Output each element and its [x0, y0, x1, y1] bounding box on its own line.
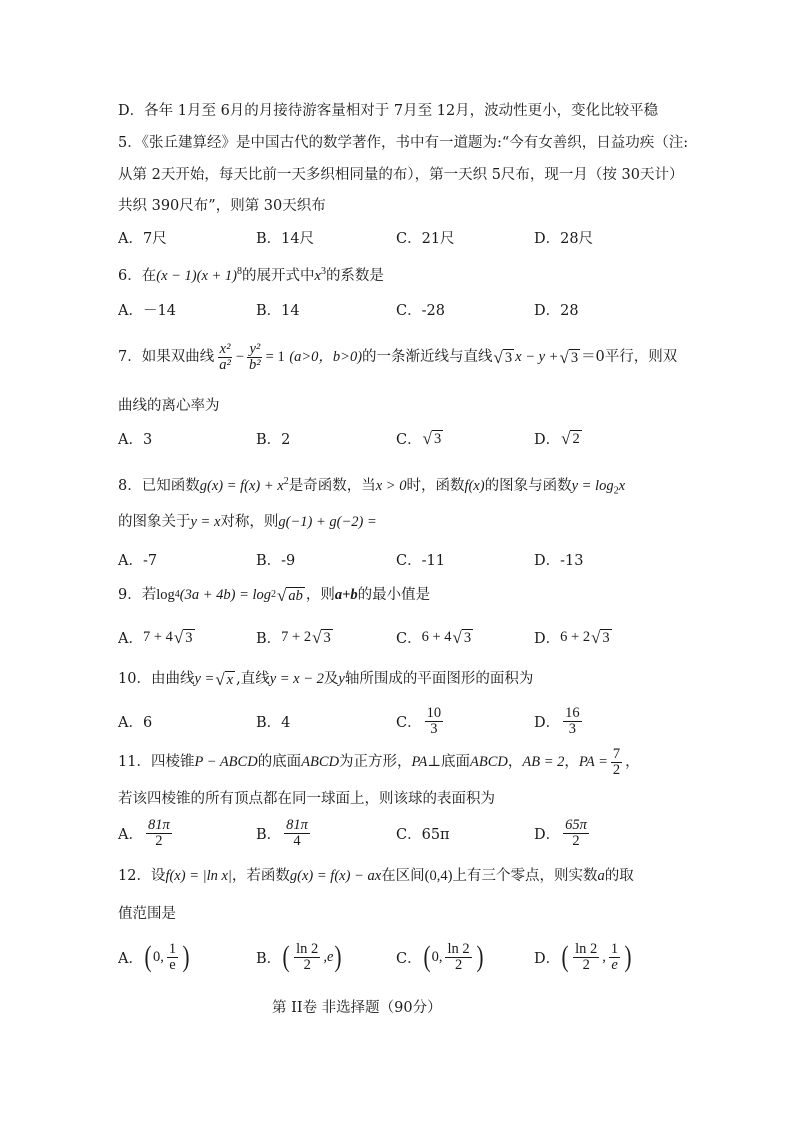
q7-line-2: 曲线的离心率为	[118, 398, 220, 414]
q6-option-c[interactable]: C．-28	[396, 302, 445, 319]
q9-option-b[interactable]: B． 7 + 2 √ 3	[256, 627, 331, 647]
q5-option-c[interactable]: C．21尺	[396, 230, 455, 247]
q11-options	[118, 816, 678, 856]
q4-option-d: D．各年 1月至 6月的月接待游客量相对于 7月至 12月，波动性更小，变化比较平稳	[118, 103, 659, 119]
q12-stem: 12．设f(x) = |ln x|，若函数g(x) = f(x) − ax在区间(0,4)上有三个零点，则实数a的取	[118, 868, 634, 884]
q8-line-2: 的图象关于y = x对称，则g(−1) + g(−2) =	[118, 514, 377, 530]
q5-option-b[interactable]: B．14尺	[256, 230, 315, 247]
q10-option-a[interactable]: A．6	[118, 714, 153, 731]
q5-line-2: 从第 2天开始，每天比前一天多织相同量的布），第一天织 5尺布，现一月（按 30天计）	[118, 167, 684, 183]
q11-line-2: 若该四棱锥的所有顶点都在同一球面上，则该球的表面积为	[118, 791, 495, 807]
q11-option-a[interactable]: A． $\frac{81\pi}{2}$	[118, 816, 170, 849]
q12-options	[118, 940, 678, 980]
q5-options	[118, 220, 678, 254]
q7-fraction-y: $\frac{\text{y²}}{\text{b²}}$	[249, 340, 261, 373]
q9-option-c[interactable]: C． 6 + 4 √ 3	[396, 627, 472, 647]
section-heading: 第 II卷 非选择题（90分）	[272, 1000, 442, 1016]
q5-option-a[interactable]: A．7尺	[118, 230, 167, 247]
q12-line-2: 值范围是	[118, 906, 176, 922]
q6-option-d[interactable]: D．28	[534, 302, 579, 319]
q10-stem: 10．由曲线 y = √ x ,直线 y = x − 2 及 y 轴所围成的平面图形的面积为	[118, 669, 534, 689]
q10-option-d[interactable]: D． $\frac{16}{3}$	[534, 704, 580, 737]
q5-option-d[interactable]: D．28尺	[534, 230, 594, 247]
q6-stem: 6．在$(x - 1)(x + 1)^8$的展开式中$x^3$的系数是	[118, 266, 384, 284]
q11-option-d[interactable]: D． $\frac{65\pi}{2}$	[534, 816, 587, 849]
q11-stem: 11．四棱锥 P − ABCD 的底面 ABCD 为正方形， PA ⊥底面 ABCD ， AB = 2 ， PA = $\frac{7}{2}$ ，	[118, 745, 640, 778]
q11-option-c[interactable]: C．65π	[396, 826, 450, 843]
q10-option-c[interactable]: C． $\frac{10}{3}$	[396, 704, 442, 737]
q7-option-d[interactable]: D． √ 2	[534, 428, 580, 448]
q5-line-1: 5．《张丘建算经》是中国古代的数学著作，书中有一道题为:“今有女善织，日益功疾（注:	[118, 135, 689, 151]
q7-option-b[interactable]: B．2	[256, 431, 291, 448]
q8-option-c[interactable]: C．-11	[396, 552, 445, 569]
q11-option-b[interactable]: B． $\frac{81\pi}{4}$	[256, 816, 308, 849]
q8-option-a[interactable]: A．-7	[118, 552, 158, 569]
q9-options	[118, 620, 678, 654]
q7-stem: 7．如果双曲线 $\frac{\text{x²}}{\text{a²}}$ − $\frac{\text{y²}}{\text{b²}}$ = 1 (a>0，b>0) 的一条渐近线与直线 √ 3 x − y + √ 3 ＝0 平行，则双	[118, 340, 678, 373]
q8-options	[118, 542, 678, 576]
q8-stem: 8．已知函数$g(x) = f(x) + x^2$是奇函数，当x > 0时，函数f(x)的图象与函数$y = \log_2x$	[118, 476, 626, 497]
q7-option-a[interactable]: A．3	[118, 431, 153, 448]
q12-option-b[interactable]: B． ( $\frac{\ln 2}{2}$ ,e )	[256, 940, 342, 973]
q10-option-b[interactable]: B．4	[256, 714, 291, 731]
q6-expression: (x − 1)(x + 1)	[156, 267, 237, 284]
q6-options	[118, 292, 678, 326]
q8-option-b[interactable]: B．-9	[256, 552, 296, 569]
q9-stem: 9．若 log 4 (3a + 4b) = log 2 √ ab ，则 a+b 的最小值是	[118, 585, 431, 605]
q8-option-d[interactable]: D．-13	[534, 552, 584, 569]
q5-line-3: 共织 390尺布”，则第 30天织布	[118, 198, 326, 214]
q12-option-d[interactable]: D． ( $\frac{\ln 2}{2}$ , $\frac{1}{e}$ )	[534, 940, 632, 973]
q12-option-c[interactable]: C． ( 0, $\frac{\ln 2}{2}$ )	[396, 940, 484, 973]
q7-options	[118, 421, 678, 455]
q6-option-b[interactable]: B．14	[256, 302, 300, 319]
q6-option-a[interactable]: A．－14	[118, 302, 176, 319]
q10-options	[118, 704, 678, 738]
q7-option-c[interactable]: C． √ 3	[396, 428, 442, 448]
q12-option-a[interactable]: A． ( 0, $\frac{1}{e}$ )	[118, 940, 190, 973]
q9-option-d[interactable]: D． 6 + 2 √ 3	[534, 627, 610, 647]
q7-fraction-x: $\frac{\text{x²}}{\text{a²}}$	[219, 340, 231, 373]
q9-option-a[interactable]: A． 7 + 4 √ 3	[118, 627, 193, 647]
